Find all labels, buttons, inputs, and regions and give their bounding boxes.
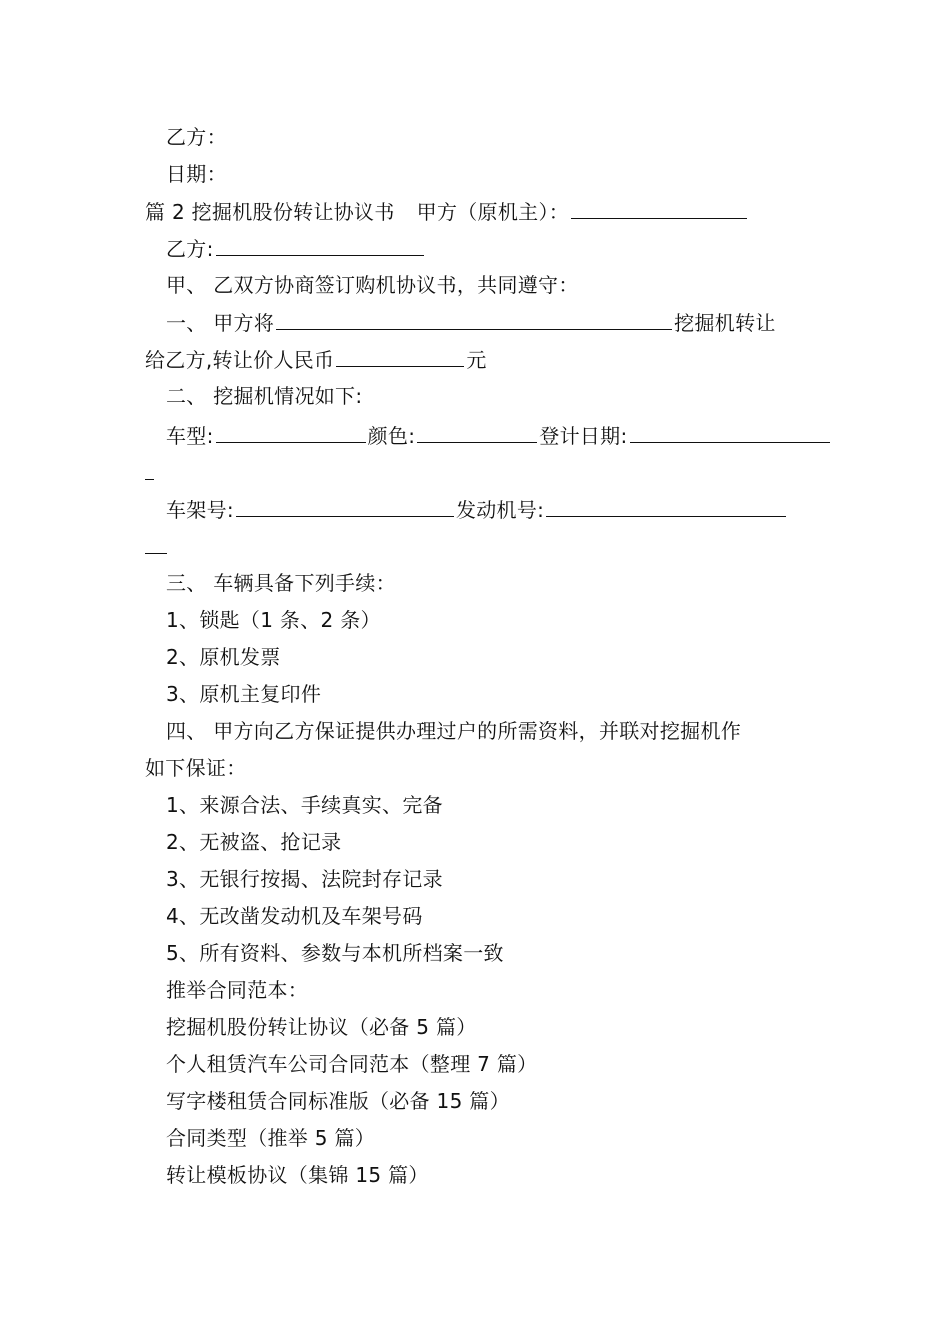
vin-engine-line — [166, 496, 831, 523]
list-item — [166, 940, 831, 966]
list-item-text: 3、无银行按揭、法院封存记录 — [166, 867, 443, 891]
frame-no-label: 车架号: — [166, 498, 234, 522]
preamble-line — [166, 272, 831, 298]
currency-unit: 元 — [466, 348, 487, 372]
engine-no-blank — [546, 496, 786, 517]
recommend-link[interactable] — [166, 1125, 831, 1151]
recommend-link-text[interactable]: 合同类型（推举 5 篇） — [166, 1126, 376, 1150]
party-b-line — [166, 124, 831, 150]
recommend-heading — [166, 977, 831, 1003]
list-item — [166, 903, 831, 929]
list-item — [166, 792, 831, 818]
clause-4-text: 四、 甲方向乙方保证提供办理过户的所需资料，并联对挖掘机作 — [166, 719, 742, 743]
party-b-sign-label: 乙方: — [166, 237, 214, 261]
recommend-link[interactable] — [166, 1088, 831, 1114]
date-label: 日期： — [166, 162, 227, 186]
machine-blank — [276, 309, 672, 330]
reg-date-blank — [630, 422, 830, 443]
recommend-link[interactable] — [166, 1014, 831, 1040]
list-item-text: 2、原机发票 — [166, 645, 281, 669]
preamble-text: 甲、 乙双方协商签订购机协议书，共同遵守： — [166, 273, 579, 297]
clause-4-text-cont: 如下保证： — [145, 756, 247, 780]
clause-1-line — [166, 309, 831, 336]
recommend-link[interactable] — [166, 1051, 831, 1077]
engine-no-label: 发动机号: — [455, 498, 545, 522]
party-b-label: 乙方： — [166, 125, 227, 149]
list-item-text: 3、原机主复印件 — [166, 682, 322, 706]
model-label: 车型: — [166, 424, 214, 448]
frame-no-blank — [236, 496, 454, 517]
party-a-blank — [571, 198, 747, 219]
model-blank — [216, 422, 366, 443]
list-item-text: 4、无改凿发动机及车架号码 — [166, 904, 423, 928]
clause-1-cont-line — [145, 346, 810, 373]
list-item — [166, 644, 831, 670]
clause-2-line — [166, 383, 831, 409]
vehicle-info-line — [166, 422, 831, 449]
list-item — [166, 866, 831, 892]
reg-date-blank-wrap — [145, 459, 810, 486]
list-item-text: 5、所有资料、参数与本机所档案一致 — [166, 941, 504, 965]
recommend-link-text[interactable]: 写字楼租赁合同标准版（必备 15 篇） — [166, 1089, 510, 1113]
color-blank — [417, 422, 537, 443]
clause-4-cont-line — [145, 755, 810, 781]
list-item — [166, 829, 831, 855]
clause-2-text: 二、 挖掘机情况如下: — [166, 384, 363, 408]
clause-1-text-end: 挖掘机转让 — [674, 311, 776, 335]
list-item-text: 1、来源合法、手续真实、完备 — [166, 793, 443, 817]
engine-no-blank-overflow — [145, 533, 167, 554]
reg-date-blank-overflow — [145, 459, 154, 480]
party-a-label: 甲方（原机主）： — [416, 200, 570, 224]
clause-3-line — [166, 570, 831, 596]
clause-4-line — [166, 718, 831, 744]
recommend-link[interactable] — [166, 1162, 831, 1188]
clause-1-text: 一、 甲方将 — [166, 311, 275, 335]
price-text: 给乙方,转让价人民币 — [145, 348, 335, 372]
section-title-line — [145, 198, 810, 225]
list-item-text: 1、锁匙（1 条、2 条） — [166, 608, 381, 632]
price-blank — [336, 346, 464, 367]
section-title: 篇 2 挖掘机股份转让协议书 — [145, 200, 395, 224]
recommend-link-text[interactable]: 转让模板协议（集锦 15 篇） — [166, 1163, 429, 1187]
engine-blank-wrap — [145, 533, 810, 560]
recommend-link-text[interactable]: 挖掘机股份转让协议（必备 5 篇） — [166, 1015, 477, 1039]
reg-date-label: 登计日期: — [539, 424, 628, 448]
recommend-link-text[interactable]: 个人租赁汽车公司合同范本（整理 7 篇） — [166, 1052, 538, 1076]
list-item-text: 2、无被盗、抢记录 — [166, 830, 342, 854]
color-label: 颜色: — [367, 424, 416, 448]
clause-3-text: 三、 车辆具备下列手续： — [166, 571, 396, 595]
party-b-sign-line — [166, 235, 831, 262]
list-item — [166, 681, 831, 707]
list-item — [166, 607, 831, 633]
party-b-blank — [216, 235, 424, 256]
date-line — [166, 161, 831, 187]
recommend-heading-text: 推举合同范本： — [166, 978, 309, 1002]
